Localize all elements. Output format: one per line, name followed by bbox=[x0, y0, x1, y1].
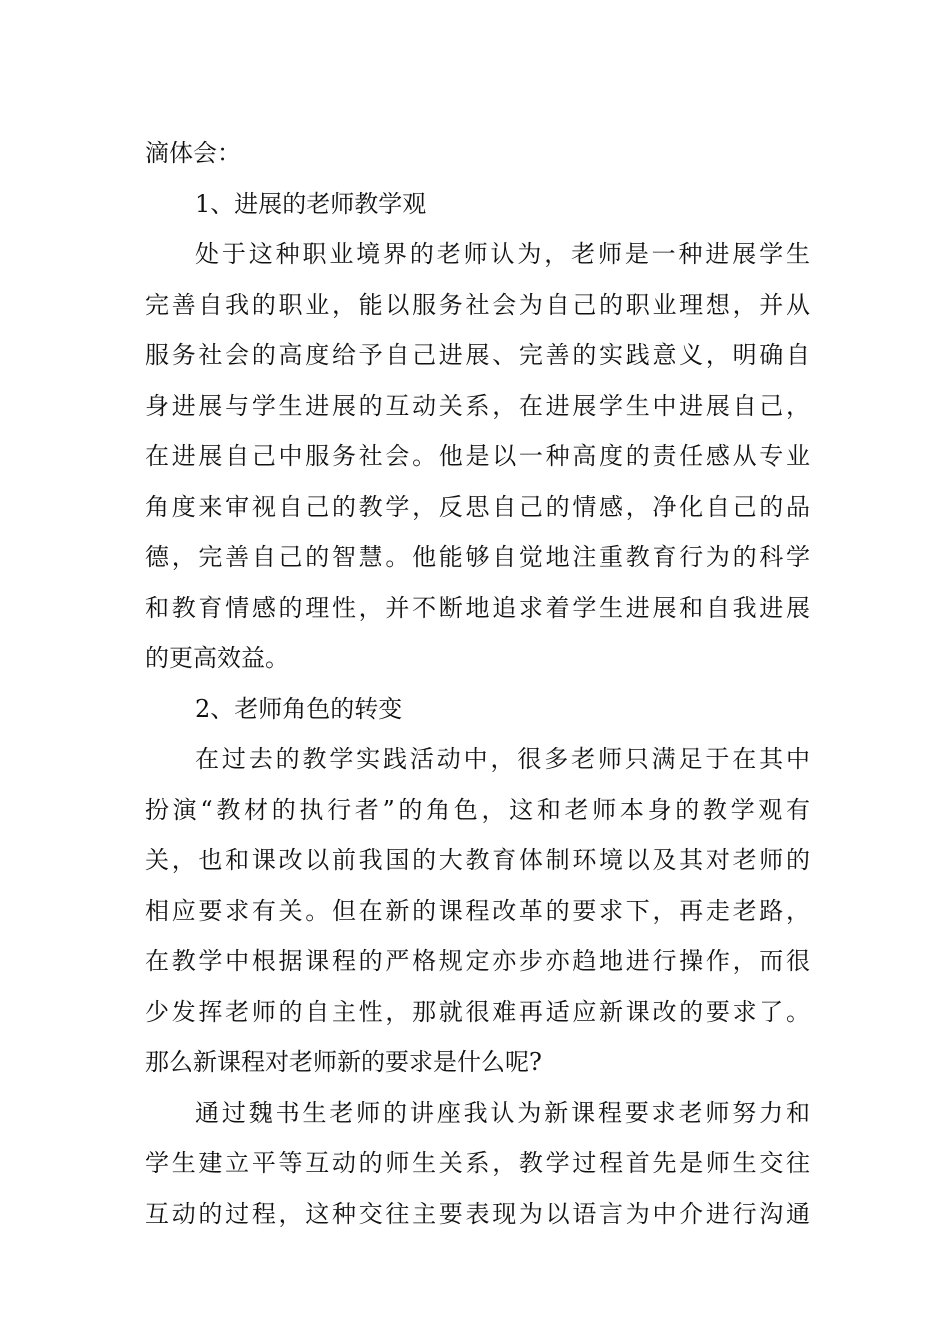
paragraph-line: 完善自我的职业，能以服务社会为自己的职业理想，并从 bbox=[145, 290, 810, 319]
paragraph-line: 互动的过程，这种交往主要表现为以语言为中介进行沟通 bbox=[145, 1199, 810, 1228]
paragraph-line: 服务社会的高度给予自己进展、完善的实践意义，明确自 bbox=[145, 341, 810, 369]
paragraph-line: 那么新课程对老师新的要求是什么呢? bbox=[145, 1048, 542, 1076]
paragraph-line: 处于这种职业境界的老师认为，老师是一种进展学生 bbox=[195, 240, 810, 268]
paragraph-line: 关，也和课改以前我国的大教育体制环境以及其对老师的 bbox=[145, 846, 810, 874]
paragraph-line: 扮演“教材的执行者”的角色，这和老师本身的教学观有 bbox=[145, 795, 810, 824]
paragraph-line: 在过去的教学实践活动中，很多老师只满足于在其中 bbox=[195, 745, 810, 773]
paragraph-line: 德，完善自己的智慧。他能够自觉地注重教育行为的科学 bbox=[145, 543, 810, 571]
section-heading-1: 1、进展的老师教学观 bbox=[195, 189, 427, 218]
paragraph-line: 角度来审视自己的教学，反思自己的情感，净化自己的品 bbox=[145, 492, 810, 521]
paragraph-line: 在进展自己中服务社会。他是以一种高度的责任感从专业 bbox=[145, 442, 810, 470]
paragraph-line: 通过魏书生老师的讲座我认为新课程要求老师努力和 bbox=[195, 1098, 810, 1127]
paragraph-line: 在教学中根据课程的严格规定亦步亦趋地进行操作，而很 bbox=[145, 947, 810, 975]
section-heading-2: 2、老师角色的转变 bbox=[195, 694, 403, 723]
paragraph-line: 相应要求有关。但在新的课程改革的要求下，再走老路， bbox=[145, 896, 810, 925]
paragraph-line: 的更高效益。 bbox=[145, 644, 289, 672]
paragraph-line: 和教育情感的理性，并不断地追求着学生进展和自我进展 bbox=[145, 593, 810, 622]
paragraph-line: 学生建立平等互动的师生关系，教学过程首先是师生交往 bbox=[145, 1149, 810, 1177]
text-line: 滴体会： bbox=[145, 139, 241, 167]
paragraph-line: 少发挥老师的自主性，那就很难再适应新课改的要求了。 bbox=[145, 997, 810, 1026]
document-body bbox=[145, 128, 810, 1239]
paragraph-line: 身进展与学生进展的互动关系，在进展学生中进展自己， bbox=[145, 391, 810, 420]
